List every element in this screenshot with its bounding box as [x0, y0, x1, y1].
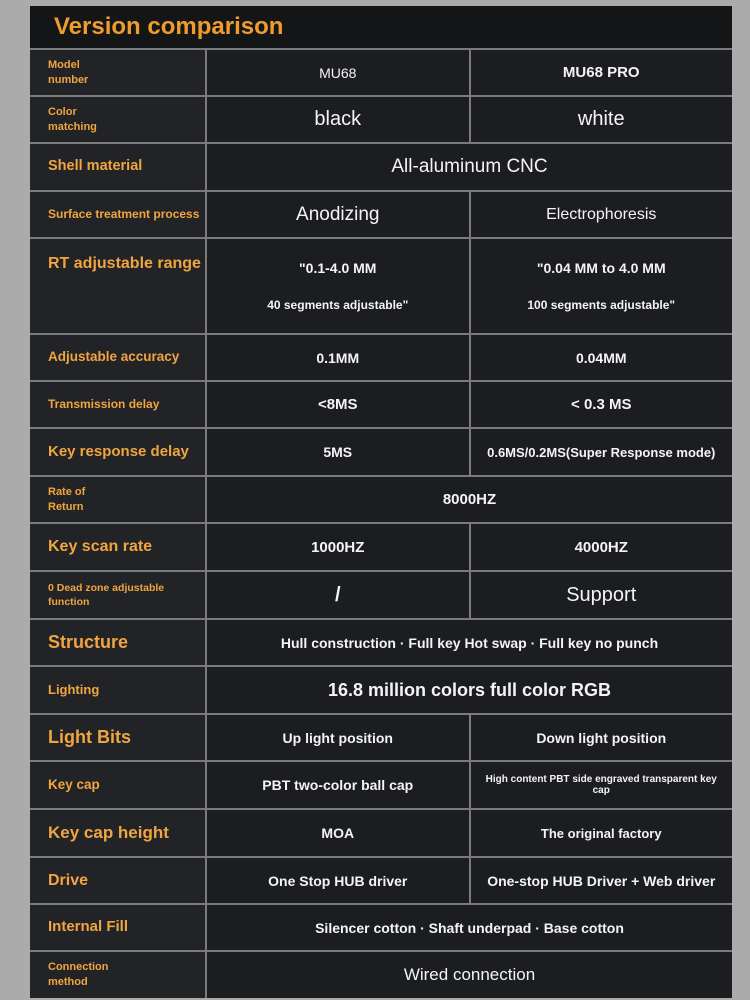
- row-label-text: RT adjustable range: [48, 255, 201, 272]
- table-cell: Anodizing: [205, 192, 469, 237]
- row-label: [30, 762, 205, 808]
- row-label: [30, 952, 205, 998]
- table-row: [30, 522, 732, 570]
- row-label-text: Key cap: [48, 776, 100, 792]
- row-label: [30, 620, 205, 665]
- table-cell: 5MS: [205, 429, 469, 475]
- cell-line-2: 40 segments adjustable": [267, 298, 409, 312]
- table-cell: High content PBT side engraved transparent key cap: [469, 762, 733, 808]
- row-label: [30, 572, 205, 618]
- table-row: [30, 570, 732, 618]
- table-cell: 16.8 million colors full color RGB: [205, 667, 732, 713]
- table-row: [30, 950, 732, 998]
- row-label: [30, 50, 205, 95]
- table-cell: MOA: [205, 810, 469, 856]
- table-cell: 0.04MM: [469, 335, 733, 380]
- cell-line-1: "0.1-4.0 MM: [299, 260, 377, 276]
- table-row: [30, 48, 732, 95]
- row-label-text: Structure: [48, 632, 129, 653]
- row-label: [30, 524, 205, 570]
- table-cell: <8MS: [205, 382, 469, 427]
- table-cell: MU68: [205, 50, 469, 95]
- cell-line-2: 100 segments adjustable": [527, 298, 676, 312]
- row-label-text: Key scan rate: [48, 538, 153, 556]
- table-cell: The original factory: [469, 810, 733, 856]
- table-cell: MU68 PRO: [469, 50, 733, 95]
- table-row: [30, 618, 732, 665]
- table-row: [30, 427, 732, 475]
- table-row: [30, 808, 732, 856]
- row-label: [30, 382, 205, 427]
- table-cell: Up light position: [205, 715, 469, 760]
- table-row: [30, 665, 732, 713]
- table-cell: PBT two-color ball cap: [205, 762, 469, 808]
- row-label: [30, 715, 205, 760]
- table-row: [30, 475, 732, 522]
- table-row: [30, 237, 732, 333]
- row-label: [30, 97, 205, 142]
- table-cell: 4000HZ: [469, 524, 733, 570]
- row-label-text: Surface treatment process: [48, 207, 200, 222]
- row-label: [30, 144, 205, 190]
- row-label-text: Adjustable accuracy: [48, 349, 180, 365]
- row-label-text: Shell material: [48, 158, 143, 175]
- table-cell: /: [205, 572, 469, 618]
- cell-line-1: "0.04 MM to 4.0 MM: [536, 260, 666, 276]
- table-row: [30, 333, 732, 380]
- table-cell: One-stop HUB Driver + Web driver: [469, 858, 733, 903]
- table-cell: Wired connection: [205, 952, 732, 998]
- table-row: [30, 380, 732, 427]
- row-label-text: Key cap height: [48, 822, 169, 842]
- table-cell: 8000HZ: [205, 477, 732, 522]
- row-label: [30, 239, 205, 333]
- table-cell: 1000HZ: [205, 524, 469, 570]
- table-row: [30, 760, 732, 808]
- table-cell: Down light position: [469, 715, 733, 760]
- table-cell: white: [469, 97, 733, 142]
- row-label-text: Connection method: [48, 961, 109, 988]
- table-cell: Hull construction · Full key Hot swap · Full key no punch: [205, 620, 732, 665]
- row-label: [30, 335, 205, 380]
- table-cell: Support: [469, 572, 733, 618]
- page-title: Version comparison: [30, 6, 732, 48]
- table-row: [30, 95, 732, 142]
- table-cell: Silencer cotton · Shaft underpad · Base cotton: [205, 905, 732, 950]
- table-cell: Electrophoresis: [469, 192, 733, 237]
- table-cell: 0.6MS/0.2MS(Super Response mode): [469, 429, 733, 475]
- row-label-text: Color matching: [48, 105, 97, 133]
- row-label: [30, 858, 205, 903]
- row-label-text: 0 Dead zone adjustable function: [48, 581, 165, 608]
- row-label-text: Light Bits: [48, 727, 131, 748]
- row-label: [30, 477, 205, 522]
- table-cell: All-aluminum CNC: [205, 144, 732, 190]
- row-label-text: Transmission delay: [48, 397, 160, 412]
- table-row: [30, 142, 732, 190]
- table-cell: One Stop HUB driver: [205, 858, 469, 903]
- table-cell: black: [205, 97, 469, 142]
- row-label-text: Drive: [48, 871, 89, 889]
- row-label: [30, 905, 205, 950]
- row-label-text: Lighting: [48, 682, 100, 698]
- row-label-text: Key response delay: [48, 442, 189, 460]
- row-label: [30, 810, 205, 856]
- row-label-text: Model number: [48, 58, 89, 86]
- row-label: [30, 192, 205, 237]
- row-label: [30, 429, 205, 475]
- table-cell: 0.1MM: [205, 335, 469, 380]
- comparison-table: [30, 6, 732, 998]
- row-label-text: Internal Fill: [48, 918, 129, 936]
- table-row: [30, 903, 732, 950]
- table-cell: < 0.3 MS: [469, 382, 733, 427]
- row-label-text: Rate of Return: [48, 485, 86, 513]
- table-cell: [205, 239, 469, 333]
- table-row: [30, 713, 732, 760]
- table-cell: [469, 239, 733, 333]
- table-row: [30, 856, 732, 903]
- row-label: [30, 667, 205, 713]
- table-row: [30, 190, 732, 237]
